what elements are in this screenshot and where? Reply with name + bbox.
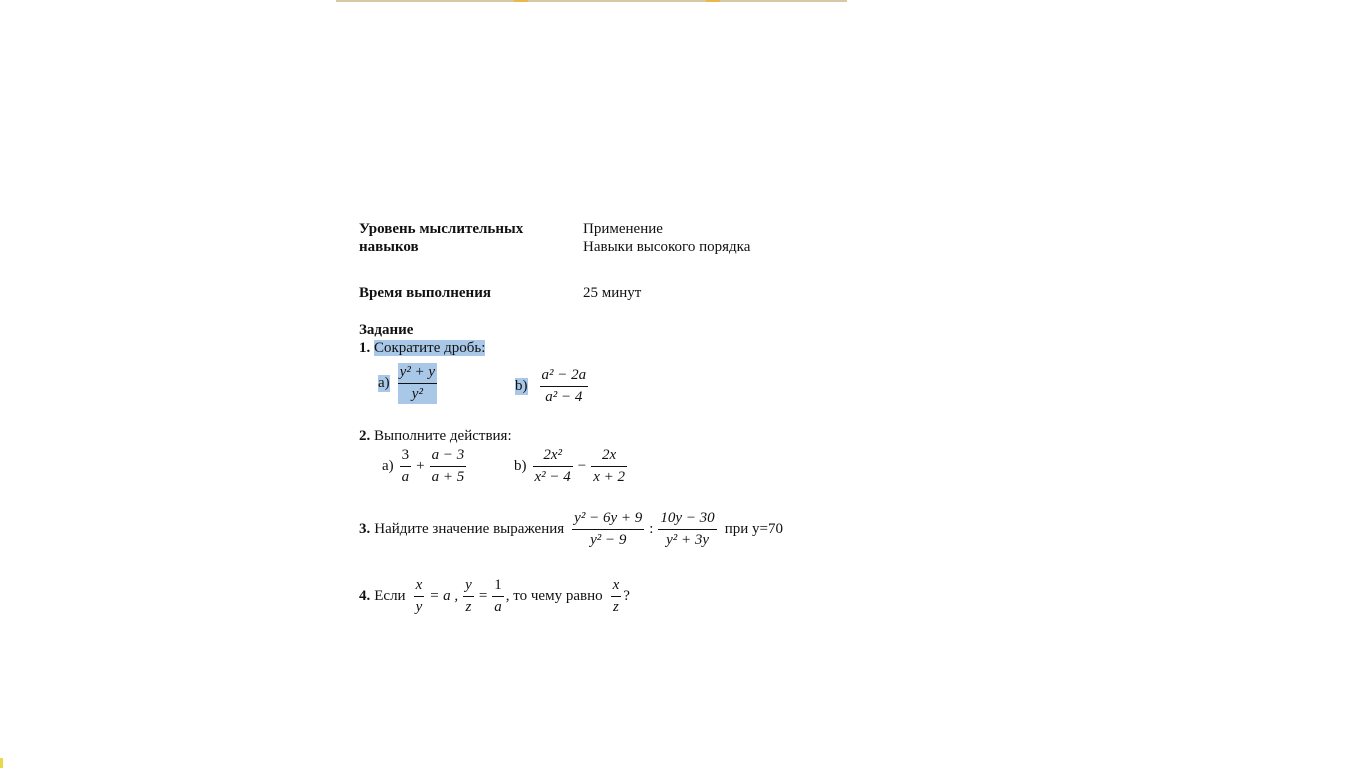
task3-fraction-1 <box>572 509 644 550</box>
task1-b-label: b) <box>515 378 528 394</box>
fraction-numerator: y² − 6y + 9 <box>574 510 643 526</box>
thinking-level-value-2: Навыки высокого порядка <box>583 239 751 255</box>
task1-number: 1. <box>359 340 371 356</box>
fraction-denominator: y² <box>411 386 423 402</box>
fraction-bar <box>398 383 437 384</box>
task2-a <box>382 446 468 487</box>
fraction-denominator: a² − 4 <box>545 389 583 405</box>
task3-tail: при y=70 <box>724 521 783 537</box>
minus-operator: − <box>577 458 587 474</box>
task1-a-fraction <box>398 363 437 404</box>
fraction-numerator: x <box>612 577 620 593</box>
time-value: 25 минут <box>583 285 642 301</box>
division-operator: : <box>649 521 654 537</box>
fraction-denominator: a + 5 <box>431 469 465 485</box>
ruler-marker <box>706 0 720 2</box>
fraction-numerator: x <box>415 577 423 593</box>
left-edge-marker <box>0 758 3 768</box>
fraction-denominator: a <box>494 599 502 615</box>
top-edge-bar <box>336 0 847 2</box>
task4-number: 4. <box>359 588 371 604</box>
fraction-denominator: x² − 4 <box>534 469 571 485</box>
task4-fraction-3 <box>492 576 504 617</box>
task3-number: 3. <box>359 521 371 537</box>
fraction-numerator: a² − 2a <box>541 367 587 383</box>
task3-fraction-2 <box>658 509 716 550</box>
task2-text: Выполните действия: <box>374 428 512 444</box>
task2-b-fraction-1 <box>533 446 573 487</box>
task1-b-fraction <box>540 366 589 407</box>
task1-a-label: a) <box>378 375 390 391</box>
fraction-numerator: 10y − 30 <box>660 510 715 526</box>
fraction-denominator: y² + 3y <box>666 532 710 548</box>
fraction-denominator: z <box>465 599 472 615</box>
fraction-numerator: y² + y <box>399 364 436 380</box>
task4-fraction-2 <box>463 576 474 617</box>
task1-b <box>515 366 590 407</box>
fraction-bar <box>591 466 627 467</box>
fraction-numerator: a − 3 <box>431 447 465 463</box>
task4-text: Если <box>374 588 406 604</box>
fraction-bar <box>658 529 716 530</box>
fraction-bar <box>611 596 622 597</box>
task3 <box>359 509 783 550</box>
task2-b-fraction-2 <box>591 446 627 487</box>
fraction-denominator: y <box>415 599 423 615</box>
task4-fraction-4 <box>611 576 622 617</box>
fraction-bar <box>540 386 589 387</box>
fraction-bar <box>572 529 644 530</box>
task4-equation-1: = a , <box>429 588 459 604</box>
fraction-numerator: y <box>465 577 472 593</box>
fraction-denominator: y² − 9 <box>590 532 627 548</box>
task1-a <box>378 363 439 404</box>
fraction-numerator: 2x² <box>543 447 562 463</box>
ruler-marker <box>514 0 528 2</box>
fraction-bar <box>400 466 412 467</box>
task1-heading <box>359 339 485 357</box>
thinking-level-label: Уровень мыслительных навыков <box>359 221 524 255</box>
fraction-denominator: z <box>613 599 619 615</box>
fraction-bar <box>414 596 425 597</box>
fraction-numerator: 3 <box>401 447 410 463</box>
task1-text: Сократите дробь: <box>374 340 486 356</box>
equals-operator: = <box>478 588 488 604</box>
task2-number: 2. <box>359 428 371 444</box>
fraction-bar <box>533 466 573 467</box>
task2-a-label: a) <box>382 458 394 474</box>
fraction-bar <box>463 596 474 597</box>
task4-fraction-1 <box>414 576 425 617</box>
task2-heading <box>359 427 512 445</box>
task2-b-label: b) <box>514 458 527 474</box>
plus-operator: + <box>416 458 425 474</box>
time-label: Время выполнения <box>359 285 491 301</box>
fraction-numerator: 1 <box>494 577 502 593</box>
task4-question-mark: ? <box>623 588 630 604</box>
fraction-bar <box>492 596 504 597</box>
task2-a-fraction-1 <box>400 446 412 487</box>
task2-b <box>514 446 629 487</box>
fraction-numerator: 2x <box>602 447 617 463</box>
fraction-bar <box>430 466 467 467</box>
fraction-denominator: x + 2 <box>593 469 626 485</box>
task4 <box>359 576 630 617</box>
fraction-denominator: a <box>401 469 410 485</box>
thinking-level-value-1: Применение <box>583 221 663 237</box>
task3-text: Найдите значение выражения <box>374 521 565 537</box>
task-heading: Задание <box>359 322 414 338</box>
task4-mid-text: , то чему равно <box>505 588 603 604</box>
task2-a-fraction-2 <box>430 446 467 487</box>
